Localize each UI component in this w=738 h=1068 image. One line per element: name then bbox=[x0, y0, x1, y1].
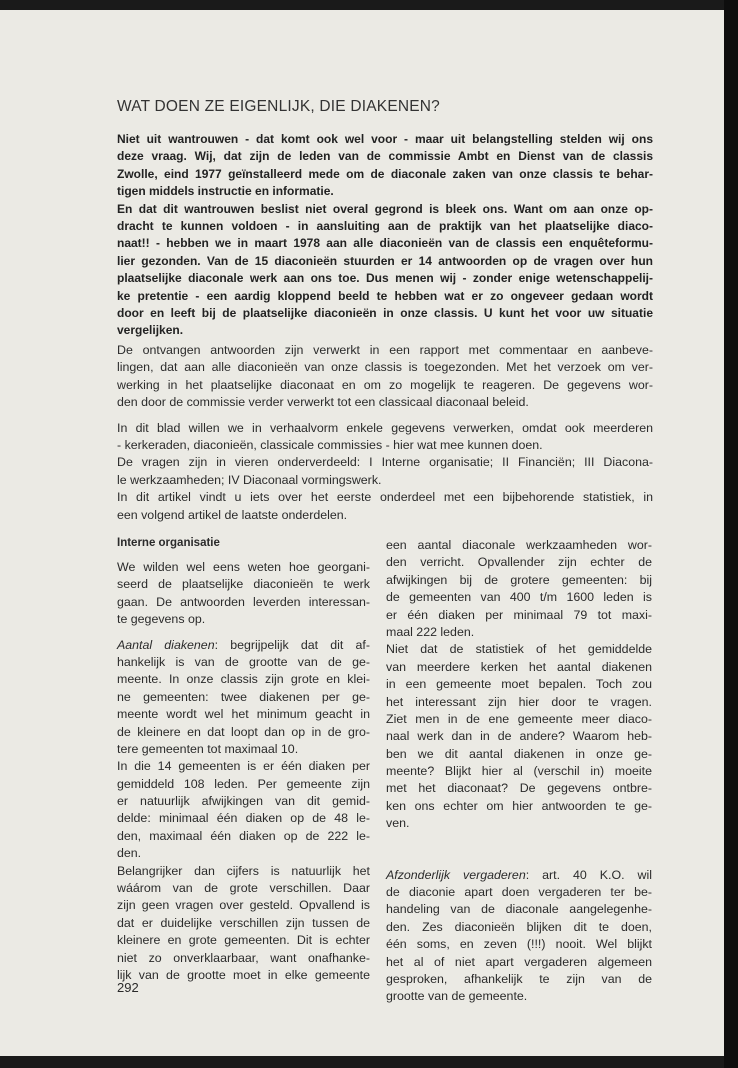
body-paragraphs bbox=[117, 342, 653, 532]
text-line: één soms, en zeven (!!!) nooit. Wel blijkt bbox=[386, 937, 652, 952]
text-line: meente? Blijkt hier al (verschil in) moeite bbox=[386, 764, 652, 779]
text-line: naat!! - hebben we in maart 1978 aan alle diaconieën van de classis een enquêteformu- bbox=[117, 236, 653, 251]
text-line: ne gemeenten: twee diakenen per ge- bbox=[117, 689, 370, 704]
page-number: 292 bbox=[117, 980, 139, 995]
text-line: Belangrijker dan cijfers is natuurlijk het bbox=[117, 863, 370, 878]
text-line: lingen, dat aan alle diaconieën van onze classis is toegezonden. Met het verzoek om ver- bbox=[117, 360, 653, 375]
text-line: In die 14 gemeenten is er één diaken per bbox=[117, 759, 370, 774]
text-line: het interessant zijn hier door te vragen. bbox=[386, 694, 652, 709]
text-line: Niet dat de statistiek of het gemiddelde bbox=[386, 642, 652, 657]
text-line: zijn geen vragen over gesteld. Opvallend is bbox=[117, 898, 370, 913]
text-line: de gemeenten van 400 t/m 1600 leden is bbox=[386, 590, 652, 605]
paragraph bbox=[117, 342, 653, 412]
text-line: het al of niet apart vergaderen algemeen bbox=[386, 954, 652, 969]
text-line: meente. In onze classis zijn grote en klei- bbox=[117, 672, 370, 687]
left-column bbox=[117, 537, 370, 992]
text-line: lijk van de grootte moet in elke gemeente bbox=[117, 967, 370, 982]
text-line: gesproken, afhankelijk te zijn van de bbox=[386, 971, 652, 986]
text-line: ken ons echter om hier antwoorden te ge- bbox=[386, 798, 652, 813]
text-line: Zwolle, eind 1977 geïnstalleerd mede om de diaconale zaken van onze classis te behar- bbox=[117, 166, 653, 181]
paragraph bbox=[386, 867, 652, 1006]
text-line bbox=[117, 637, 370, 654]
text-line: kleinere en grote gemeenten. Dit is echter bbox=[117, 933, 370, 948]
text-line: Ziet men in de ene gemeente meer diaco- bbox=[386, 711, 652, 726]
text-line: deze vraag. Wij, dat zijn de leden van de commissie Ambt en Dienst van de classis bbox=[117, 149, 653, 164]
text-line: den verricht. Opvallender zijn echter de bbox=[386, 555, 652, 570]
text-line: de kleinere en dat loopt dan op in de gro- bbox=[117, 724, 370, 739]
paragraph bbox=[117, 637, 370, 985]
italic-lead: Aantal diakenen bbox=[117, 637, 215, 652]
text-line: den door de commissie verder verwerkt tot een classicaal diaconaal beleid. bbox=[117, 395, 529, 410]
text-line: En dat dit wantrouwen beslist niet overal gegrond is bleek ons. Want om aan onze op- bbox=[117, 201, 653, 216]
text-line: In dit blad willen we in verhaalvorm enkele gegevens verwerken, omdat ook meerderen bbox=[117, 420, 653, 435]
text-line: We wilden wel eens weten hoe georgani- bbox=[117, 560, 370, 574]
paragraph bbox=[386, 537, 652, 833]
text-line: den. bbox=[117, 846, 142, 861]
text-line: met het diaconaat? De gegevens ontbre- bbox=[386, 781, 652, 796]
text-line: dat er duidelijke verschillen zijn tussen de bbox=[117, 915, 370, 930]
text-line: grootte van de gemeente. bbox=[386, 989, 528, 1004]
text-line: wáárom van de grote verschillen. Daar bbox=[117, 881, 370, 896]
text-line: vergelijken. bbox=[117, 323, 184, 338]
article-title: WAT DOEN ZE EIGENLIJK, DIE DIAKENEN? bbox=[117, 98, 441, 115]
text-line: door en leeft bij de plaatselijke diaconieën in onze classis. U kunt het voor uw situatie bbox=[117, 305, 653, 320]
line-text: : begrijpelijk dat dit af- bbox=[214, 637, 370, 652]
text-line: een aantal diaconale werkzaamheden wor- bbox=[386, 538, 652, 552]
text-line: lier gezonden. Van de 15 diaconieën stuurden er 14 antwoorden op de vragen over hun bbox=[117, 253, 653, 268]
text-line: plaatselijke diaconale werk aan ons toe. Dus menen wij - zonder enige wetenschappelij- bbox=[117, 271, 653, 286]
text-line: De vragen zijn in vieren onderverdeeld: I Interne organisatie; II Financiën; III Diacona- bbox=[117, 455, 653, 470]
text-line: maal 222 leden. bbox=[386, 624, 475, 639]
line-text: : art. 40 K.O. wil bbox=[525, 867, 652, 882]
text-line: te gegevens op. bbox=[117, 612, 206, 627]
section-heading: Interne organisatie bbox=[117, 537, 220, 549]
text-line: - kerkeraden, diaconieën, classicale commissies - hier wat mee kunnen doen. bbox=[117, 437, 543, 452]
text-line: er één diaken per minimaal 79 tot maxi- bbox=[386, 607, 652, 622]
text-line: er natuurlijk afwijkingen van dit gemid- bbox=[117, 794, 370, 809]
text-line: ben we dit aantal diakenen in onze ge- bbox=[386, 746, 652, 761]
text-line: gemiddeld 108 leden. Per gemeente zijn bbox=[117, 776, 370, 791]
paragraph bbox=[117, 420, 653, 524]
italic-lead: Afzonderlijk vergaderen bbox=[386, 867, 526, 882]
text-line: de diaconie apart doen vergaderen ter be- bbox=[386, 885, 652, 900]
text-line: delde: minimaal één diaken op de 48 le- bbox=[117, 811, 370, 826]
text-line bbox=[386, 867, 652, 884]
text-line: werking in het plaatselijke diaconaat en om zo mogelijk te reageren. De gegevens wor- bbox=[117, 377, 653, 392]
text-line: Niet uit wantrouwen - dat komt ook wel voor - maar uit belangstelling stelden wij ons bbox=[117, 132, 653, 146]
scan-edge bbox=[724, 0, 738, 1068]
text-line: meente wordt wel het minimum geacht in bbox=[117, 707, 370, 722]
right-column bbox=[386, 537, 652, 1014]
text-line: gaan. De antwoorden leverden interessan- bbox=[117, 594, 370, 609]
text-line: naal werk dan in de andere? Waarom heb- bbox=[386, 729, 652, 744]
text-line: De ontvangen antwoorden zijn verwerkt in een rapport met commentaar en aanbeve- bbox=[117, 343, 653, 357]
text-line: in een gemeente moet bepalen. Toch zou bbox=[386, 677, 652, 692]
paragraph bbox=[117, 559, 370, 629]
text-line: In dit artikel vindt u iets over het eerste onderdeel met een bijbehorende statistiek, in bbox=[117, 490, 653, 505]
text-line: den, maximaal één diaken op de 222 le- bbox=[117, 828, 370, 843]
text-line: van meerdere kerken het aantal diakenen bbox=[386, 659, 652, 674]
text-line: niet zo onverklaarbaar, want onafhanke- bbox=[117, 950, 370, 965]
text-line: een volgend artikel de laatste onderdelen. bbox=[117, 507, 348, 522]
text-line: afwijkingen bij de grotere gemeenten: bij bbox=[386, 572, 652, 587]
text-line: tigen middels instructie en informatie. bbox=[117, 184, 334, 199]
text-line: hankelijk is van de grootte van de ge- bbox=[117, 654, 370, 669]
text-line: handeling van de diaconale aangelegenhe- bbox=[386, 902, 652, 917]
text-line: ke pretentie - een aardig kloppend beeld te hebben wat er zo ongeveer gedaan wordt bbox=[117, 288, 653, 303]
text-line: dracht te kunnen voldoen - in aansluiting aan de praktijk van het plaatselijke diaco- bbox=[117, 218, 653, 233]
text-line: le werkzaamheden; IV Diaconaal vormingswerk. bbox=[117, 472, 382, 487]
text-line: seerd de plaatselijke diaconieën te werk bbox=[117, 577, 370, 592]
text-line: ven. bbox=[386, 816, 410, 831]
text-line: tere gemeenten tot maximaal 10. bbox=[117, 741, 299, 756]
paragraph bbox=[117, 131, 653, 340]
intro-paragraph bbox=[117, 131, 653, 340]
text-line: den. Zes diaconieën blijken dit te doen, bbox=[386, 919, 652, 934]
